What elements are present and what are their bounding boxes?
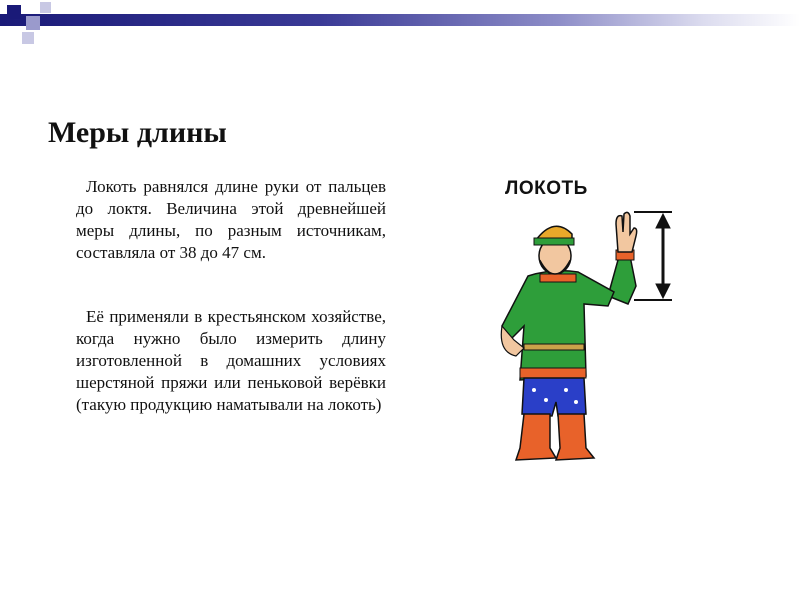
- elbow-measure-illustration: [458, 176, 698, 476]
- decor-square: [7, 5, 21, 19]
- body-paragraph-1: Локоть равнялся длине руки от пальцев до локтя. Величина этой древнейшей меры длины, по разным источникам, составляла от 38 до 47 см.: [76, 177, 386, 262]
- figure-caption: ЛОКОТЬ: [505, 178, 588, 199]
- header-gradient-bar: [0, 14, 800, 26]
- measurement-arrow: [634, 212, 672, 300]
- body-paragraph-2: Её применяли в крестьянском хозяйстве, когда нужно было измерить длину изготовленной в домашних условиях шерстяной пряжи или пеньковой верёвки (такую продукцию наматывали на локоть): [76, 307, 386, 414]
- slide-title: Меры длины: [48, 116, 227, 149]
- decor-square: [22, 32, 34, 44]
- decor-square: [26, 16, 40, 30]
- decor-square: [40, 2, 51, 13]
- peasant-figure-drawing: [458, 176, 698, 476]
